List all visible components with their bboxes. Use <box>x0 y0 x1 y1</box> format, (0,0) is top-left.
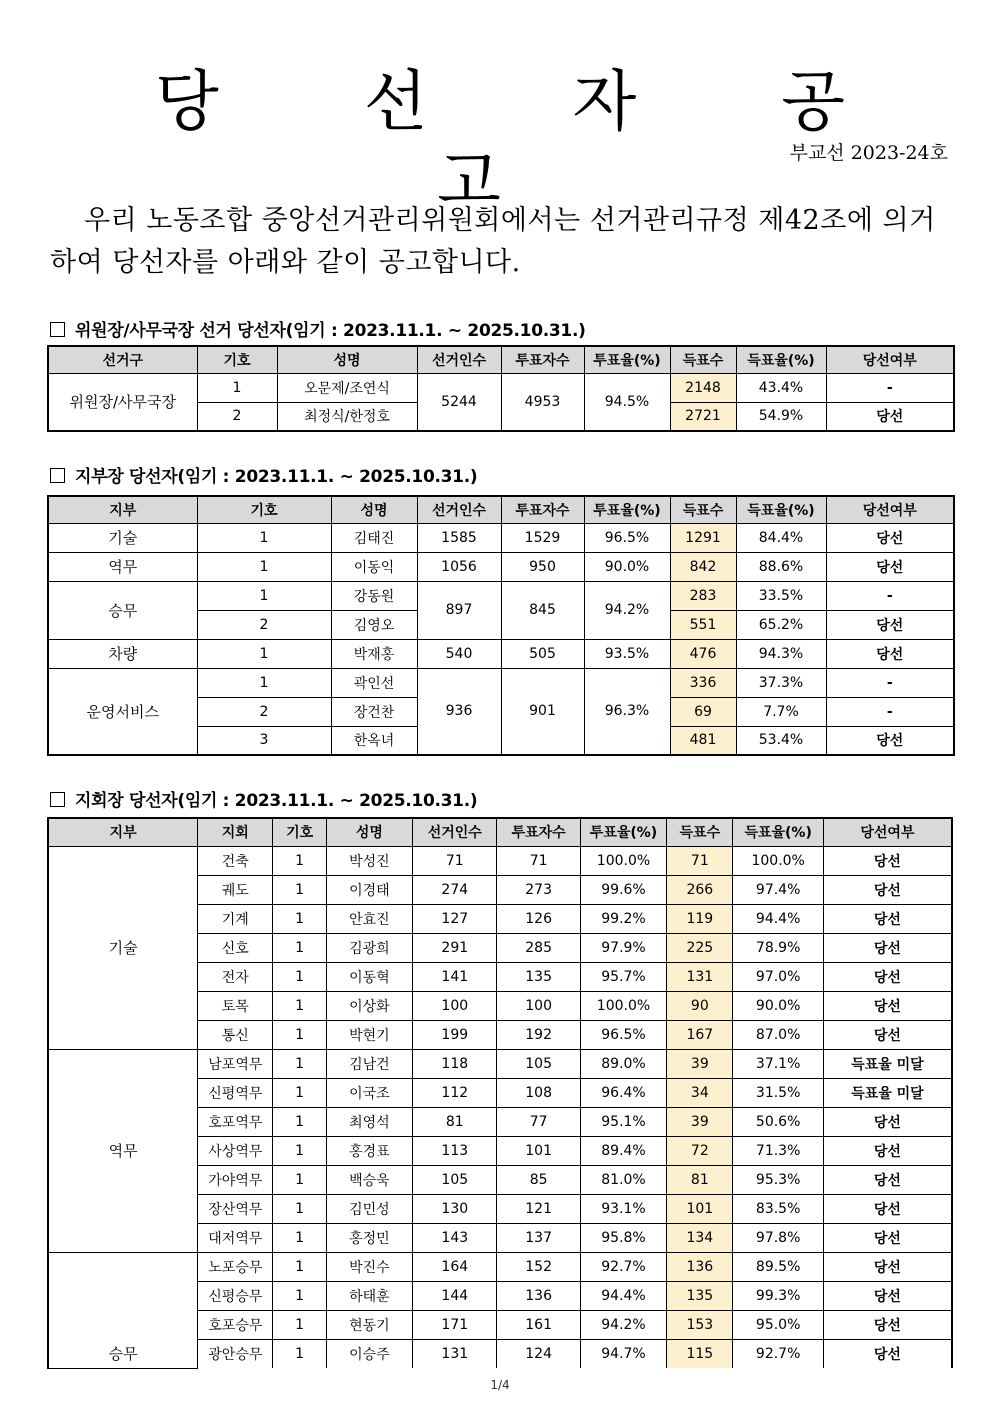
branch-cell: 사상역무 <box>198 1136 273 1165</box>
candidate-name-cell: 이상화 <box>326 991 412 1020</box>
result-cell: 득표율 미달 <box>823 1049 952 1078</box>
candidate-name-cell: 한옥녀 <box>331 726 417 755</box>
vote-rate-cell: 84.4% <box>736 523 826 552</box>
branch-cell: 가야역무 <box>198 1165 273 1194</box>
candidate-number-cell: 1 <box>273 875 326 904</box>
votes-cell: 2721 <box>670 402 736 431</box>
result-cell: 당선 <box>823 1020 952 1049</box>
voters-cell: 5244 <box>417 373 501 431</box>
turnout-cell: 94.2% <box>584 581 670 639</box>
column-header: 당선여부 <box>823 818 952 846</box>
vote-rate-cell: 50.6% <box>733 1107 823 1136</box>
result-cell: 당선 <box>826 610 954 639</box>
voters-cell: 1585 <box>417 523 501 552</box>
turnout-cell: 96.5% <box>580 1020 666 1049</box>
turnout-cell: 97.9% <box>580 933 666 962</box>
voted-cell: 192 <box>497 1020 580 1049</box>
turnout-cell: 89.0% <box>580 1049 666 1078</box>
turnout-cell: 89.4% <box>580 1136 666 1165</box>
branch-cell: 호포승무 <box>198 1310 273 1339</box>
candidate-name-cell: 이국조 <box>326 1078 412 1107</box>
voters-cell: 291 <box>413 933 497 962</box>
turnout-cell: 92.7% <box>580 1252 666 1281</box>
page-number: 1/4 <box>490 1378 510 1392</box>
voters-cell: 81 <box>413 1107 497 1136</box>
vote-rate-cell: 65.2% <box>736 610 826 639</box>
candidate-name-cell: 최정식/한정호 <box>277 402 417 431</box>
result-cell: 당선 <box>823 1223 952 1252</box>
votes-cell: 101 <box>667 1194 733 1223</box>
column-header: 성명 <box>277 346 417 373</box>
votes-cell: 2148 <box>670 373 736 402</box>
branch-cell: 토목 <box>198 991 273 1020</box>
group-name-cell: 승무 <box>48 581 197 639</box>
group-name-cell: 기술 <box>48 523 197 552</box>
result-cell: 당선 <box>823 904 952 933</box>
candidate-number-cell: 1 <box>273 1078 326 1107</box>
result-cell: 당선 <box>826 402 954 431</box>
candidate-name-cell: 오문제/조연식 <box>277 373 417 402</box>
voted-cell: 137 <box>497 1223 580 1252</box>
voted-cell: 121 <box>497 1194 580 1223</box>
vote-rate-cell: 90.0% <box>733 991 823 1020</box>
candidate-name-cell: 안효진 <box>326 904 412 933</box>
column-header: 득표율(%) <box>733 818 823 846</box>
turnout-cell: 100.0% <box>580 846 666 875</box>
vote-rate-cell: 100.0% <box>733 846 823 875</box>
voters-cell: 199 <box>413 1020 497 1049</box>
turnout-cell: 94.7% <box>580 1339 666 1368</box>
group-name-cell: 역무 <box>48 1049 198 1252</box>
candidate-number-cell: 1 <box>273 1339 326 1368</box>
column-header: 당선여부 <box>826 496 954 523</box>
candidate-number-cell: 1 <box>273 904 326 933</box>
vote-rate-cell: 7.7% <box>736 697 826 726</box>
table-row <box>48 1252 952 1281</box>
turnout-cell: 90.0% <box>584 552 670 581</box>
candidate-number-cell: 1 <box>273 1107 326 1136</box>
branch-cell: 신평역무 <box>198 1078 273 1107</box>
result-cell: 당선 <box>823 1339 952 1368</box>
votes-cell: 71 <box>667 846 733 875</box>
result-cell: - <box>826 581 954 610</box>
vote-rate-cell: 43.4% <box>736 373 826 402</box>
column-header: 득표수 <box>670 496 736 523</box>
intro-text: 우리 노동조합 중앙선거관리위원회에서는 선거관리규정 제42조에 의거하여 당선자를 아래와 같이 공고합니다. <box>50 205 936 278</box>
voted-cell: 285 <box>497 933 580 962</box>
turnout-cell: 94.5% <box>584 373 670 431</box>
candidate-number-cell: 1 <box>197 373 277 402</box>
column-header: 득표수 <box>667 818 733 846</box>
voted-cell: 161 <box>497 1310 580 1339</box>
candidate-name-cell: 김영오 <box>331 610 417 639</box>
checkbox-square-icon <box>50 792 65 807</box>
result-cell: 당선 <box>823 1136 952 1165</box>
voters-cell: 143 <box>413 1223 497 1252</box>
branch-cell: 장산역무 <box>198 1194 273 1223</box>
document-number: 부교선 2023-24호 <box>789 142 948 164</box>
result-cell: 당선 <box>823 1194 952 1223</box>
voted-cell: 901 <box>501 668 584 755</box>
candidate-name-cell: 강동원 <box>331 581 417 610</box>
votes-cell: 39 <box>667 1049 733 1078</box>
candidate-number-cell: 1 <box>197 523 331 552</box>
table-row <box>48 552 954 581</box>
result-cell: 당선 <box>823 1165 952 1194</box>
voters-cell: 171 <box>413 1310 497 1339</box>
votes-cell: 34 <box>667 1078 733 1107</box>
candidate-number-cell: 1 <box>197 552 331 581</box>
column-header: 선거구 <box>48 346 197 373</box>
column-header: 선거인수 <box>417 496 501 523</box>
branch-cell: 신호 <box>198 933 273 962</box>
table-row <box>48 668 954 697</box>
column-header: 투표자수 <box>501 346 584 373</box>
candidate-number-cell: 3 <box>197 726 331 755</box>
group-name-cell: 승무 <box>48 1252 198 1368</box>
turnout-cell: 96.3% <box>584 668 670 755</box>
candidate-name-cell: 이동혁 <box>326 962 412 991</box>
table-row <box>48 373 954 402</box>
turnout-cell: 81.0% <box>580 1165 666 1194</box>
branch-cell: 기계 <box>198 904 273 933</box>
votes-cell: 266 <box>667 875 733 904</box>
voted-cell: 136 <box>497 1281 580 1310</box>
branch-cell: 궤도 <box>198 875 273 904</box>
voters-cell: 897 <box>417 581 501 639</box>
checkbox-square-icon <box>50 468 65 483</box>
vote-rate-cell: 95.0% <box>733 1310 823 1339</box>
votes-cell: 167 <box>667 1020 733 1049</box>
table-row <box>48 581 954 610</box>
column-header: 기호 <box>273 818 326 846</box>
vote-rate-cell: 94.4% <box>733 904 823 933</box>
column-header: 성명 <box>331 496 417 523</box>
votes-cell: 153 <box>667 1310 733 1339</box>
votes-cell: 1291 <box>670 523 736 552</box>
section-heading-local-chief: 지회장 당선자(임기 : 2023.11.1. ~ 2025.10.31.) <box>50 786 477 811</box>
intro-paragraph <box>50 200 950 284</box>
branch-chief-table <box>47 495 955 756</box>
vote-rate-cell: 83.5% <box>733 1194 823 1223</box>
voters-cell: 112 <box>413 1078 497 1107</box>
votes-cell: 72 <box>667 1136 733 1165</box>
candidate-number-cell: 1 <box>273 933 326 962</box>
votes-cell: 481 <box>670 726 736 755</box>
candidate-name-cell: 장건찬 <box>331 697 417 726</box>
branch-cell: 신평승무 <box>198 1281 273 1310</box>
voted-cell: 126 <box>497 904 580 933</box>
voters-cell: 130 <box>413 1194 497 1223</box>
candidate-number-cell: 2 <box>197 402 277 431</box>
turnout-cell: 96.4% <box>580 1078 666 1107</box>
branch-cell: 통신 <box>198 1020 273 1049</box>
turnout-cell: 95.7% <box>580 962 666 991</box>
result-cell: 당선 <box>823 1107 952 1136</box>
candidate-number-cell: 1 <box>273 1020 326 1049</box>
result-cell: 당선 <box>823 1281 952 1310</box>
turnout-cell: 93.1% <box>580 1194 666 1223</box>
column-header: 투표자수 <box>497 818 580 846</box>
result-cell: 득표율 미달 <box>823 1078 952 1107</box>
voted-cell: 108 <box>497 1078 580 1107</box>
votes-cell: 135 <box>667 1281 733 1310</box>
group-name-cell: 차량 <box>48 639 197 668</box>
vote-rate-cell: 99.3% <box>733 1281 823 1310</box>
candidate-name-cell: 박진수 <box>326 1252 412 1281</box>
vote-rate-cell: 31.5% <box>733 1078 823 1107</box>
page-title: 당 선 자 공 고 <box>155 63 907 220</box>
turnout-cell: 99.6% <box>580 875 666 904</box>
table-row <box>48 1049 952 1078</box>
voted-cell: 105 <box>497 1049 580 1078</box>
candidate-name-cell: 홍경표 <box>326 1136 412 1165</box>
vote-rate-cell: 89.5% <box>733 1252 823 1281</box>
candidate-number-cell: 1 <box>197 668 331 697</box>
voted-cell: 505 <box>501 639 584 668</box>
voted-cell: 4953 <box>501 373 584 431</box>
voted-cell: 71 <box>497 846 580 875</box>
voters-cell: 1056 <box>417 552 501 581</box>
column-header: 지부 <box>48 496 197 523</box>
votes-cell: 81 <box>667 1165 733 1194</box>
result-cell: 당선 <box>826 523 954 552</box>
candidate-number-cell: 1 <box>273 1281 326 1310</box>
branch-cell: 전자 <box>198 962 273 991</box>
candidate-name-cell: 이승주 <box>326 1339 412 1368</box>
turnout-cell: 94.2% <box>580 1310 666 1339</box>
voters-cell: 141 <box>413 962 497 991</box>
vote-rate-cell: 94.3% <box>736 639 826 668</box>
voters-cell: 113 <box>413 1136 497 1165</box>
voters-cell: 936 <box>417 668 501 755</box>
votes-cell: 136 <box>667 1252 733 1281</box>
votes-cell: 90 <box>667 991 733 1020</box>
votes-cell: 131 <box>667 962 733 991</box>
table-row <box>48 523 954 552</box>
column-header: 성명 <box>326 818 412 846</box>
checkbox-square-icon <box>50 322 65 337</box>
voted-cell: 950 <box>501 552 584 581</box>
candidate-name-cell: 김남건 <box>326 1049 412 1078</box>
voted-cell: 124 <box>497 1339 580 1368</box>
candidate-name-cell: 박성진 <box>326 846 412 875</box>
branch-cell: 남포역무 <box>198 1049 273 1078</box>
branch-cell: 노포승무 <box>198 1252 273 1281</box>
result-cell: 당선 <box>826 552 954 581</box>
votes-cell: 842 <box>670 552 736 581</box>
candidate-number-cell: 1 <box>273 1194 326 1223</box>
votes-cell: 283 <box>670 581 736 610</box>
group-name-cell: 위원장/사무국장 <box>48 373 197 431</box>
voters-cell: 127 <box>413 904 497 933</box>
column-header: 당선여부 <box>826 346 954 373</box>
voters-cell: 100 <box>413 991 497 1020</box>
candidate-name-cell: 홍정민 <box>326 1223 412 1252</box>
table-row <box>48 846 952 875</box>
candidate-name-cell: 현동기 <box>326 1310 412 1339</box>
voted-cell: 135 <box>497 962 580 991</box>
column-header: 지부 <box>48 818 198 846</box>
result-cell: - <box>826 697 954 726</box>
votes-cell: 115 <box>667 1339 733 1368</box>
turnout-cell: 94.4% <box>580 1281 666 1310</box>
result-cell: 당선 <box>823 875 952 904</box>
result-cell: - <box>826 668 954 697</box>
section-heading-branch-chief: 지부장 당선자(임기 : 2023.11.1. ~ 2025.10.31.) <box>50 462 477 487</box>
candidate-name-cell: 김태진 <box>331 523 417 552</box>
vote-rate-cell: 97.0% <box>733 962 823 991</box>
result-cell: 당선 <box>823 846 952 875</box>
vote-rate-cell: 37.1% <box>733 1049 823 1078</box>
voters-cell: 274 <box>413 875 497 904</box>
voters-cell: 105 <box>413 1165 497 1194</box>
column-header: 선거인수 <box>413 818 497 846</box>
candidate-number-cell: 1 <box>273 1049 326 1078</box>
votes-cell: 336 <box>670 668 736 697</box>
group-name-cell: 운영서비스 <box>48 668 197 755</box>
table-row <box>48 639 954 668</box>
votes-cell: 225 <box>667 933 733 962</box>
candidate-number-cell: 1 <box>273 1136 326 1165</box>
group-name-cell: 기술 <box>48 846 198 1049</box>
result-cell: - <box>826 373 954 402</box>
candidate-number-cell: 1 <box>197 639 331 668</box>
local-chief-table <box>47 817 953 1369</box>
votes-cell: 551 <box>670 610 736 639</box>
voters-cell: 540 <box>417 639 501 668</box>
voted-cell: 101 <box>497 1136 580 1165</box>
result-cell: 당선 <box>823 991 952 1020</box>
column-header: 득표율(%) <box>736 346 826 373</box>
turnout-cell: 95.1% <box>580 1107 666 1136</box>
column-header: 기호 <box>197 496 331 523</box>
vote-rate-cell: 88.6% <box>736 552 826 581</box>
voted-cell: 1529 <box>501 523 584 552</box>
candidate-name-cell: 이경태 <box>326 875 412 904</box>
voters-cell: 164 <box>413 1252 497 1281</box>
candidate-number-cell: 1 <box>273 991 326 1020</box>
vote-rate-cell: 53.4% <box>736 726 826 755</box>
votes-cell: 134 <box>667 1223 733 1252</box>
candidate-number-cell: 1 <box>273 846 326 875</box>
candidate-name-cell: 최영석 <box>326 1107 412 1136</box>
voted-cell: 77 <box>497 1107 580 1136</box>
votes-cell: 39 <box>667 1107 733 1136</box>
candidate-name-cell: 하태훈 <box>326 1281 412 1310</box>
candidate-name-cell: 백승욱 <box>326 1165 412 1194</box>
column-header: 투표자수 <box>501 496 584 523</box>
chair-election-table <box>47 345 955 432</box>
vote-rate-cell: 95.3% <box>733 1165 823 1194</box>
candidate-number-cell: 1 <box>273 962 326 991</box>
vote-rate-cell: 33.5% <box>736 581 826 610</box>
candidate-number-cell: 2 <box>197 610 331 639</box>
votes-cell: 476 <box>670 639 736 668</box>
voters-cell: 144 <box>413 1281 497 1310</box>
column-header: 투표율(%) <box>580 818 666 846</box>
vote-rate-cell: 97.8% <box>733 1223 823 1252</box>
candidate-number-cell: 1 <box>197 581 331 610</box>
result-cell: 당선 <box>826 639 954 668</box>
vote-rate-cell: 87.0% <box>733 1020 823 1049</box>
column-header: 득표수 <box>670 346 736 373</box>
branch-cell: 대저역무 <box>198 1223 273 1252</box>
vote-rate-cell: 92.7% <box>733 1339 823 1368</box>
branch-cell: 호포역무 <box>198 1107 273 1136</box>
turnout-cell: 93.5% <box>584 639 670 668</box>
candidate-name-cell: 이동익 <box>331 552 417 581</box>
turnout-cell: 95.8% <box>580 1223 666 1252</box>
result-cell: 당선 <box>823 1310 952 1339</box>
branch-cell: 광안승무 <box>198 1339 273 1368</box>
voted-cell: 85 <box>497 1165 580 1194</box>
votes-cell: 69 <box>670 697 736 726</box>
column-header: 투표율(%) <box>584 346 670 373</box>
candidate-number-cell: 1 <box>273 1165 326 1194</box>
group-name-cell: 역무 <box>48 552 197 581</box>
voted-cell: 100 <box>497 991 580 1020</box>
column-header: 기호 <box>197 346 277 373</box>
vote-rate-cell: 97.4% <box>733 875 823 904</box>
vote-rate-cell: 37.3% <box>736 668 826 697</box>
candidate-name-cell: 김광희 <box>326 933 412 962</box>
result-cell: 당선 <box>826 726 954 755</box>
turnout-cell: 96.5% <box>584 523 670 552</box>
candidate-name-cell: 곽인선 <box>331 668 417 697</box>
candidate-name-cell: 박현기 <box>326 1020 412 1049</box>
voters-cell: 118 <box>413 1049 497 1078</box>
column-header: 투표율(%) <box>584 496 670 523</box>
vote-rate-cell: 78.9% <box>733 933 823 962</box>
candidate-name-cell: 박재홍 <box>331 639 417 668</box>
candidate-number-cell: 1 <box>273 1310 326 1339</box>
votes-cell: 119 <box>667 904 733 933</box>
column-header: 지회 <box>198 818 273 846</box>
candidate-number-cell: 1 <box>273 1223 326 1252</box>
branch-cell: 건축 <box>198 846 273 875</box>
candidate-name-cell: 김민성 <box>326 1194 412 1223</box>
result-cell: 당선 <box>823 933 952 962</box>
column-header: 선거인수 <box>417 346 501 373</box>
result-cell: 당선 <box>823 1252 952 1281</box>
voted-cell: 273 <box>497 875 580 904</box>
vote-rate-cell: 71.3% <box>733 1136 823 1165</box>
voted-cell: 152 <box>497 1252 580 1281</box>
voters-cell: 71 <box>413 846 497 875</box>
turnout-cell: 100.0% <box>580 991 666 1020</box>
voted-cell: 845 <box>501 581 584 639</box>
vote-rate-cell: 54.9% <box>736 402 826 431</box>
voters-cell: 131 <box>413 1339 497 1368</box>
turnout-cell: 99.2% <box>580 904 666 933</box>
result-cell: 당선 <box>823 962 952 991</box>
candidate-number-cell: 1 <box>273 1252 326 1281</box>
column-header: 득표율(%) <box>736 496 826 523</box>
section-heading-chair: 위원장/사무국장 선거 당선자(임기 : 2023.11.1. ~ 2025.10.31.) <box>50 316 586 341</box>
candidate-number-cell: 2 <box>197 697 331 726</box>
